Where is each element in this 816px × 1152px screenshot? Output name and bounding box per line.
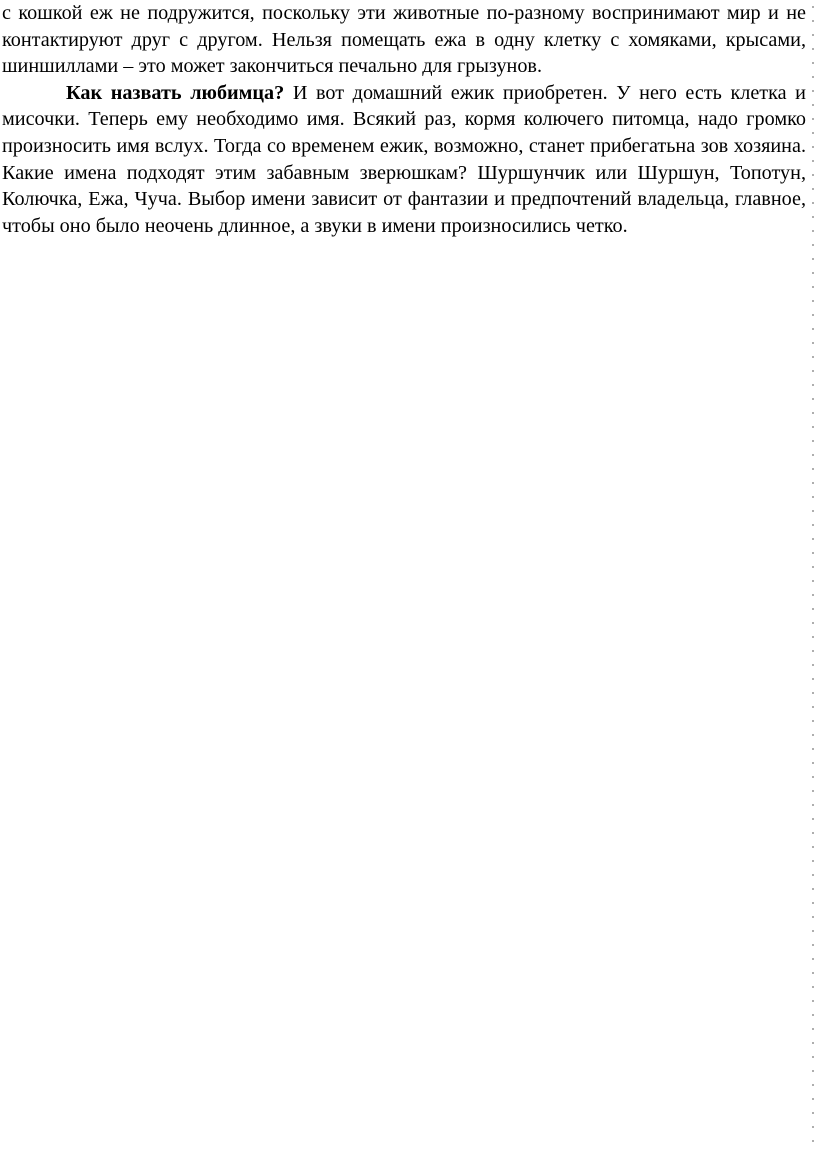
paragraph-text: с кошкой еж не подружится, поскольку эти животные по-разному воспринимают мир и не контактируют друг с другом. Нельзя помещать ежа в одну клетку с хомяками, крысами, шиншиллами – это может закончиться печально для грызунов. <box>2 2 806 78</box>
section-heading: Как назвать любимца? <box>66 81 285 104</box>
paragraph-text: И вот домашний ежик приобретен. У него есть клетка и мисочки. Теперь ему необходимо имя. Всякий раз, кормя колючего питомца, надо громко произносить имя вслух. Тогда со временем ежик, возможно, станет прибегатьна зов хозяина. Какие имена подходят этим забавным зверюшкам? Шуршунчик или Шуршун, Топотун, Колючка, Ежа, Чуча. Выбор имени зависит от фантазии и предпочтений владельца, главное, чтобы оно было неочень длинное, а звуки в имени произносились четко. <box>2 81 806 237</box>
margin-dotted-line <box>812 0 814 1152</box>
paragraph-cat-compatibility <box>2 0 806 80</box>
document-body <box>2 0 806 239</box>
paragraph-naming-pet <box>2 80 806 240</box>
